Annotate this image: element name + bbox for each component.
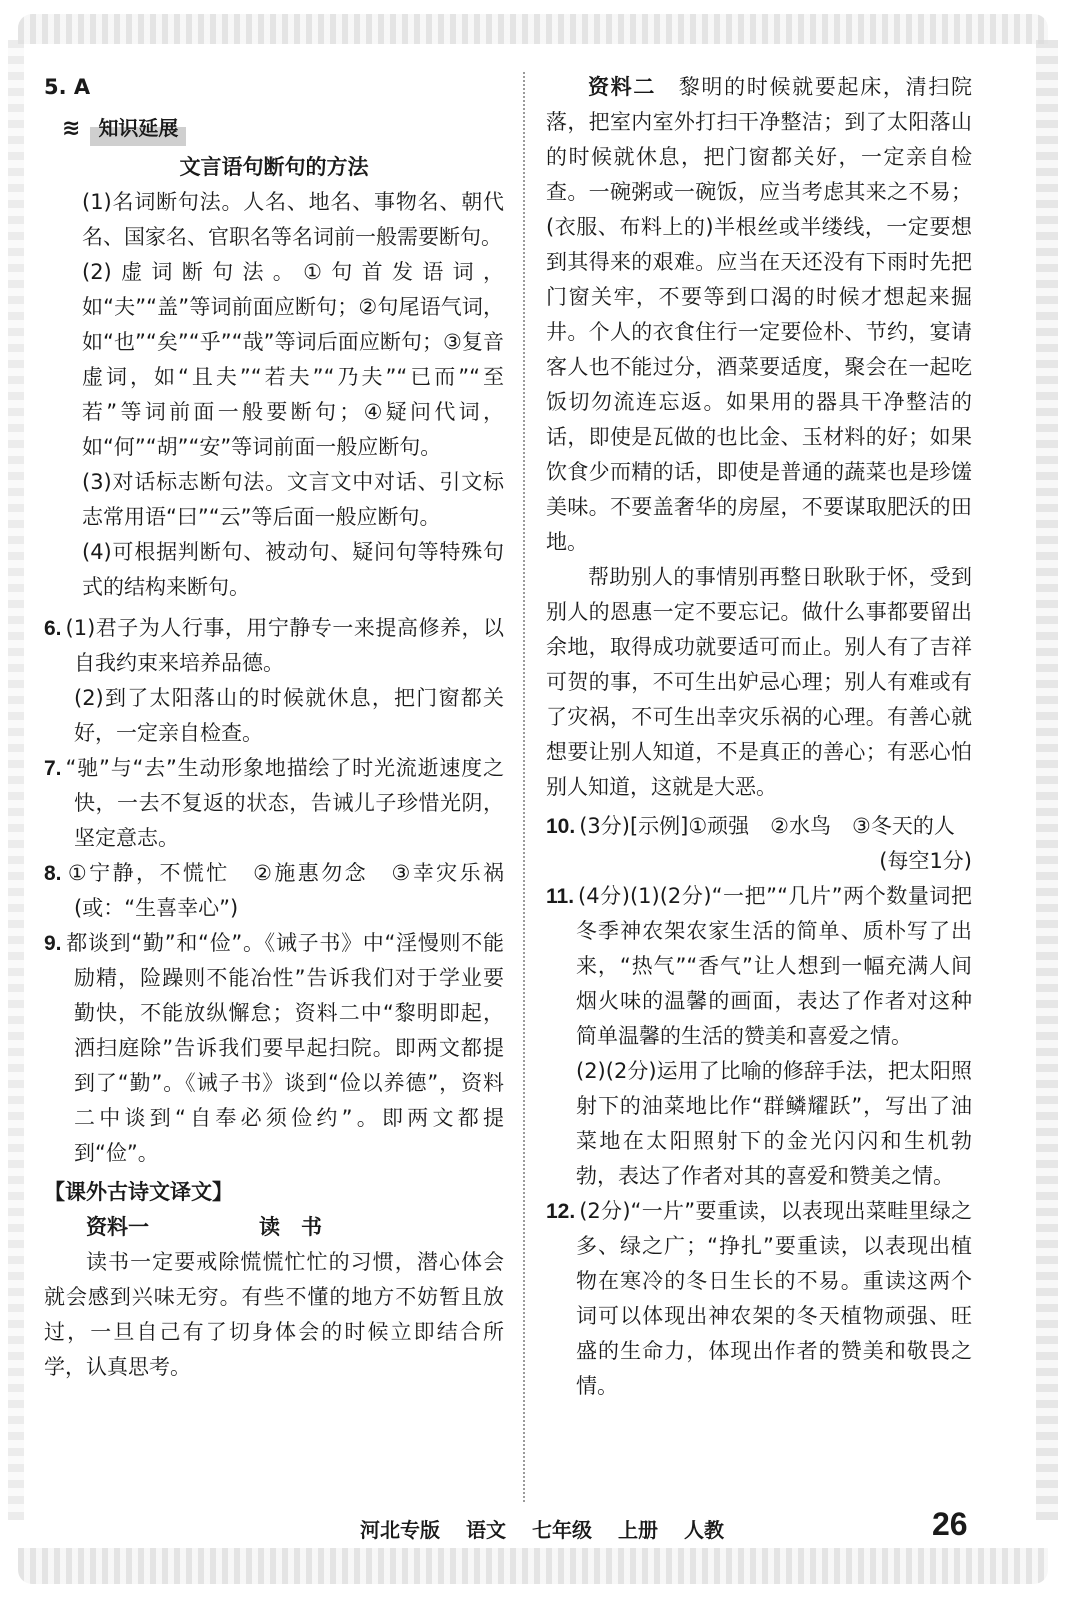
answer-9 <box>44 926 504 1171</box>
answer-8 <box>44 856 504 926</box>
answer-11 <box>546 879 972 1054</box>
footer-edition: 河北专版 <box>360 1518 440 1542</box>
question-number: 10. <box>546 815 576 838</box>
question-number: 9. <box>44 932 62 955</box>
page-frame-right <box>1036 40 1058 1520</box>
source-2-translation-cont: 帮助别人的事情别再整日耿耿于怀，受到别人的恩惠一定不要忘记。做什么事都要留出余地，取得成功就要适可而止。别人有了吉祥可贺的事，不可生出妒忌心理；别人有难或有了灾祸，不可生出幸灾乐祸的心理。有善心就想要让别人知道，不是真正的善心；有恶心怕别人知道，这就是大恶。 <box>546 565 972 799</box>
source-1-title: 读 书 <box>259 1215 322 1239</box>
page-frame-left <box>8 40 24 1520</box>
answer-5: 5. A <box>44 75 91 99</box>
question-number: 8. <box>44 862 62 885</box>
answer-6 <box>44 611 504 751</box>
answer-10-score-note: (每空1分) <box>879 849 972 873</box>
knowledge-extension-title: 文言语句断句的方法 <box>179 155 369 179</box>
knowledge-extension-body <box>44 185 504 605</box>
footer-grade: 七年级 <box>532 1518 592 1542</box>
method-item: (4)可根据判断句、被动句、疑问句等特殊句式的结构来断句。 <box>82 540 504 599</box>
method-item: (3)对话标志断句法。文言文中对话、引文标志常用语“曰”“云”等后面一般应断句。 <box>82 470 504 529</box>
left-column <box>44 70 504 1385</box>
source-2-label: 资料二 <box>588 75 657 99</box>
right-column <box>546 70 972 1404</box>
answer-12 <box>546 1194 972 1404</box>
page-frame-bottom <box>18 1548 1048 1584</box>
answer-6-part-2: (2)到了太阳落山的时候就休息，把门窗都关好，一定亲自检查。 <box>74 686 504 745</box>
source-1-translation: 读书一定要戒除慌慌忙忙的习惯，潜心体会就会感到兴味无穷。有些不懂的地方不妨暂且放过，一旦自己有了切身体会的时候立即结合所学，认真思考。 <box>44 1250 504 1379</box>
question-number: 7. <box>44 757 62 780</box>
footer-subject: 语文 <box>466 1518 506 1542</box>
method-item: (2)虚词断句法。①句首发语词，如“夫”“盖”等词前面应断句；②句尾语气词，如“也”“矣”“乎”“哉”等词后面应断句；③复音虚词，如“且夫”“若夫”“乃夫”“已而”“至若”等词前面一般要断句；④疑问代词，如“何”“胡”“安”等词前面一般应断句。 <box>82 260 504 459</box>
wave-icon: ≋ <box>62 116 81 141</box>
page-footer <box>0 1514 1066 1544</box>
footer-volume: 上册 <box>618 1518 658 1542</box>
method-item: (1)名词断句法。人名、地名、事物名、朝代名、国家名、官职名等名词前一般需要断句。 <box>82 190 504 249</box>
source-2-text: 黎明的时候就要起床，清扫院落，把室内室外打扫干净整洁；到了太阳落山的时候就休息，把门窗都关好，一定亲自检查。一碗粥或一碗饭，应当考虑其来之不易；(衣服、布料上的)半根丝或半缕线，一定要想到其得来的艰难。应当在天还没有下雨时先把门窗关牢，不要等到口渴的时候才想起来掘井。个人的衣食住行一定要俭朴、节约，宴请客人也不能过分，酒菜要适度，聚会在一起吃饭切勿流连忘返。如果用的器具干净整洁的话，即使是瓦做的也比金、玉材料的好；如果饮食少而精的话，即使是普通的蔬菜也是珍馐美味。不要盖奢华的房屋，不要谋取肥沃的田地。 <box>546 75 972 554</box>
column-divider <box>523 72 525 1502</box>
knowledge-extension-label: 知识延展 <box>90 111 186 146</box>
answer-8-text: ①宁静，不慌忙 ②施惠勿念 ③幸灾乐祸(或：“生喜幸心”) <box>65 861 504 920</box>
source-1-heading <box>86 1210 504 1245</box>
answer-7-text: “驰”与“去”生动形象地描绘了时光流逝速度之快，一去不复返的状态，告诫儿子珍惜光阴，坚定意志。 <box>65 756 504 850</box>
page-number: 26 <box>932 1506 968 1542</box>
answer-6-part-1: (1)君子为人行事，用宁静专一来提高修养，以自我约束来培养品德。 <box>65 616 504 675</box>
answer-10 <box>546 809 972 844</box>
question-number: 11. <box>546 885 575 908</box>
answer-11-part-1: (4分)(1)(2分)“一把”“几片”两个数量词把冬季神农架农家生活的简单、质朴写了出来，“热气”“香气”让人想到一幅充满人间烟火味的温馨的画面，表达了作者对这种简单温馨的生活的赞美和喜爱之情。 <box>576 884 972 1048</box>
knowledge-extension-header <box>62 111 504 146</box>
answer-12-text: (2分)“一片”要重读，以表现出菜畦里绿之多、绿之广；“挣扎”要重读，以表现出植物在寒冷的冬日生长的不易。重读这两个词可以体现出神农架的冬天植物顽强、旺盛的生命力，体现出作者的赞美和敬畏之情。 <box>576 1199 972 1398</box>
page-frame-top <box>18 14 1048 44</box>
answer-11-part-2: (2)(2分)运用了比喻的修辞手法，把太阳照射下的油菜地比作“群鳞耀跃”，写出了油菜地在太阳照射下的金光闪闪和生机勃勃，表达了作者对其的喜爱和赞美之情。 <box>576 1059 972 1188</box>
source-2-translation <box>546 70 972 560</box>
source-1-label: 资料一 <box>86 1215 149 1239</box>
question-number: 12. <box>546 1200 576 1223</box>
translation-header: 【课外古诗文译文】 <box>44 1180 233 1204</box>
question-number: 6. <box>44 617 62 640</box>
footer-publisher: 人教 <box>684 1518 724 1542</box>
answer-9-text: 都谈到“勤”和“俭”。《诫子书》中“淫慢则不能励精，险躁则不能冶性”告诉我们对于学业要勤快，不能放纵懈怠；资料二中“黎明即起，洒扫庭除”告诉我们要早起扫院。即两文都提到了“勤”。《诫子书》谈到“俭以养德”，资料二中谈到“自奉必须俭约”。即两文都提到“俭”。 <box>65 931 504 1165</box>
answer-7 <box>44 751 504 856</box>
answer-10-text: (3分)[示例]①顽强 ②水鸟 ③冬天的人 <box>579 814 955 838</box>
